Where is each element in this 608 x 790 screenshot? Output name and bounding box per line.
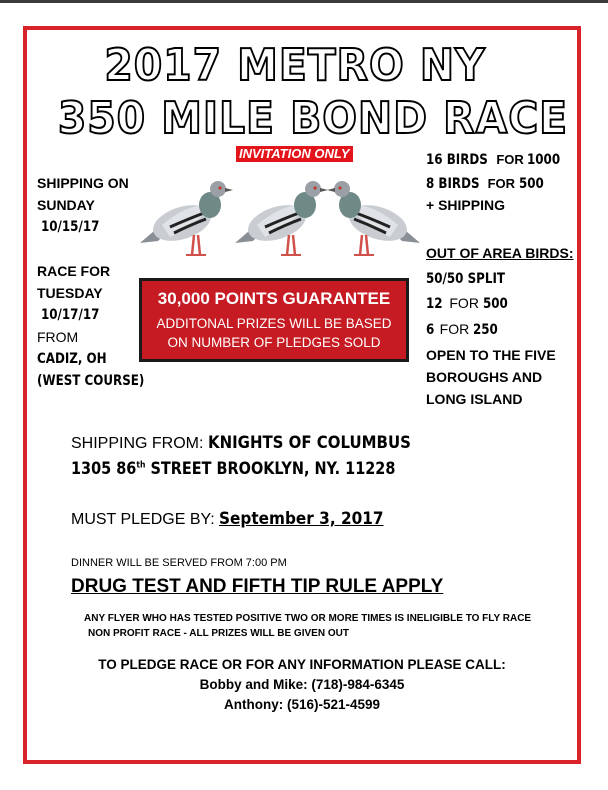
address-street: STREET BROOKLYN, NY. 11228 xyxy=(145,459,396,479)
from-label: FROM xyxy=(37,329,79,345)
guarantee-line-1: ADDITONAL PRIZES WILL BE BASED xyxy=(156,316,392,331)
open-line-2: BOROUGHS AND xyxy=(426,369,543,385)
price-8-for: FOR xyxy=(483,176,519,191)
open-line-3: LONG ISLAND xyxy=(426,391,523,407)
title-line-1: 2017 METRO NY xyxy=(104,40,486,91)
out-6-value: 250 xyxy=(473,322,498,338)
price-8-count: 8 BIRDS xyxy=(426,176,480,192)
rule-line-2: NON PROFIT RACE - ALL PRIZES WILL BE GIVEN OUT xyxy=(88,628,349,639)
pigeon-right xyxy=(327,181,420,255)
pigeon-left xyxy=(140,181,233,255)
out-area-6 xyxy=(426,321,502,339)
plus-shipping: + SHIPPING xyxy=(426,197,505,213)
release-city: CADIZ, OH xyxy=(37,351,107,367)
shipping-venue: KNIGHTS OF COLUMBUS xyxy=(207,433,411,453)
out-12-value: 500 xyxy=(482,296,508,312)
dinner-note: DINNER WILL BE SERVED FROM 7:00 PM xyxy=(71,557,287,569)
price-16-value: 1000 xyxy=(527,152,561,168)
pigeon-middle xyxy=(235,181,328,255)
pigeons-illustration xyxy=(140,175,420,265)
out-6-count: 6 xyxy=(426,322,435,338)
price-16-for: FOR xyxy=(492,152,528,167)
out-6-for: FOR xyxy=(435,321,474,337)
race-day: TUESDAY xyxy=(37,285,103,301)
price-8-value: 500 xyxy=(518,176,544,192)
release-course: (WEST COURSE) xyxy=(37,373,145,389)
pledge-date: September 3, 2017 xyxy=(219,509,384,529)
shipping-on-label: SHIPPING ON xyxy=(37,175,129,191)
rule-line-1: ANY FLYER WHO HAS TESTED POSITIVE TWO OR MORE TIMES IS INELIGIBLE TO FLY RACE xyxy=(84,613,532,624)
shipping-from-label: SHIPPING FROM: xyxy=(71,435,208,452)
guarantee-box xyxy=(139,278,409,362)
price-16-count: 16 BIRDS xyxy=(426,152,488,168)
out-12-count: 12 xyxy=(426,296,443,312)
top-border-line xyxy=(0,0,608,3)
out-area-12 xyxy=(426,295,512,313)
contact-bobby-mike: Bobby and Mike: (718)-984-6345 xyxy=(199,677,405,692)
price-8-birds xyxy=(426,175,548,193)
pledge-deadline xyxy=(71,509,402,529)
contact-heading: TO PLEDGE RACE OR FOR ANY INFORMATION PLEASE CALL: xyxy=(98,657,506,672)
race-for-label: RACE FOR xyxy=(37,263,111,279)
pledge-label: MUST PLEDGE BY: xyxy=(71,511,220,528)
address-number: 1305 86 xyxy=(71,459,137,479)
out-of-area-heading: OUT OF AREA BIRDS: xyxy=(426,245,574,261)
guarantee-headline: 30,000 POINTS GUARANTEE xyxy=(157,289,391,308)
split-text: 50/50 SPLIT xyxy=(426,271,506,287)
invitation-banner: INVITATION ONLY xyxy=(236,146,353,162)
address-suffix: th xyxy=(136,460,146,471)
shipping-date: 10/15/17 xyxy=(41,219,100,235)
drug-test-rule: DRUG TEST AND FIFTH TIP RULE APPLY xyxy=(71,576,444,597)
title-line-2: 350 MILE BOND RACE xyxy=(57,93,569,144)
guarantee-line-2: ON NUMBER OF PLEDGES SOLD xyxy=(167,335,381,350)
open-line-1: OPEN TO THE FIVE xyxy=(426,347,556,363)
race-date: 10/17/17 xyxy=(41,307,100,323)
price-16-birds xyxy=(426,151,566,169)
contact-anthony: Anthony: (516)-521-4599 xyxy=(223,697,381,712)
shipping-day: SUNDAY xyxy=(37,197,95,213)
shipping-address xyxy=(71,459,395,479)
shipping-from xyxy=(71,433,438,453)
out-12-for: FOR xyxy=(445,295,483,311)
